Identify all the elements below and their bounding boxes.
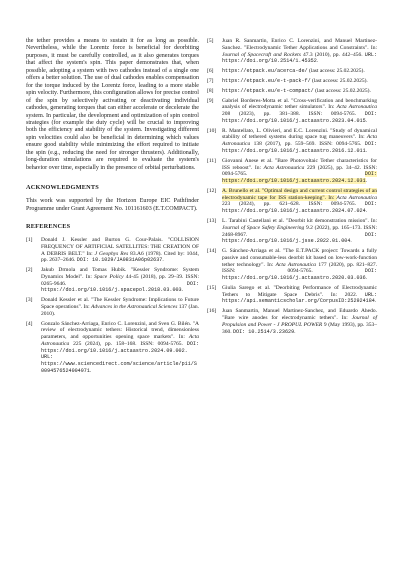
reference-link[interactable]: 10.1029/JA083iA06p02637: [92, 257, 163, 264]
reference-number: [4]: [26, 320, 33, 327]
reference-segment: Gabriel Borderes-Motta et al. "Cross-verification and benchmarking analysis of electrodynamic tether simulators". In:: [222, 97, 377, 111]
reference-item: [207, 88, 377, 95]
reference-segment: (last access: 25.02.2025).: [307, 68, 365, 75]
reference-list-left: [26, 237, 199, 375]
reference-text: [41, 267, 199, 294]
reference-text: [222, 78, 377, 85]
reference-link[interactable]: https://doi.org/10.1016/j.spacepol.2018.03.003: [41, 287, 182, 294]
reference-venue: Acta Astronautica: [263, 164, 305, 171]
reference-number: [11]: [207, 157, 216, 164]
reference-segment: 208 (2023), pp. 381–388. ISSN: 0094-5765.: [222, 111, 365, 118]
reference-text: [222, 68, 377, 75]
acknowledgments-heading: ACKNOWLEDGMENTS: [26, 184, 99, 192]
reference-number: [15]: [207, 284, 217, 291]
reference-link[interactable]: DOI:: [364, 201, 377, 208]
right-column: [207, 38, 377, 338]
reference-segment: Donald J. Kessler and Burton G. Cour-Palais. "COLLISION FREQUENCY OF ARTIFICIAL SATELLITES: THE CREATION OF A DEBRIS BELT." In:: [41, 237, 199, 257]
reference-link[interactable]: https://etpack.eu/acerca-de/: [222, 68, 308, 75]
reference-item: [26, 297, 199, 317]
reference-text: [41, 297, 199, 317]
reference-text: [222, 188, 377, 215]
references-heading: REFERENCES: [26, 223, 71, 231]
reference-number: [13]: [207, 218, 217, 224]
reference-venue: Journal of Spacecraft and Rockets: [222, 51, 301, 58]
reference-segment: Juan Sanmartin, Manuel Martinez-Sanchez, and Eduardo Ahedo. "Bare wire anodes for electrodynamic tethers". In:: [222, 308, 377, 322]
reference-link[interactable]: DOI:: [364, 268, 377, 275]
reference-link[interactable]: https://etpack.eu/e-t-compact/: [222, 87, 314, 94]
reference-segment: .: [365, 147, 368, 154]
reference-segment: .: [316, 58, 319, 65]
reference-segment: 9 (May 1993), pp. 353–360.: [222, 321, 377, 335]
reference-segment: 44-45 (2018), pp. 29–39. ISSN: 0265-9646.: [41, 273, 199, 287]
reference-venue: Acta Astronautica: [336, 104, 377, 111]
reference-segment: Jakub Drmola and Tomas Hubik. "Kessler Syndrome: System Dynamics Model". In:: [41, 267, 199, 280]
reference-segment: 225 (2024), pp. 158–168. ISSN: 0094-5765.: [69, 340, 187, 347]
reference-segment: .: [365, 117, 368, 124]
reference-segment: 223 (2024), pp. 621–628. ISSN: 0094-5765.: [222, 201, 365, 208]
reference-segment: .: [365, 275, 368, 282]
reference-item: [26, 237, 199, 264]
reference-venue: Advances in the Astronautical Sciences: [91, 304, 178, 310]
reference-link[interactable]: DOI:: [364, 111, 377, 118]
reference-item: [207, 68, 377, 75]
reference-link[interactable]: https://etpack.eu/e-t-pack-f/: [222, 77, 311, 84]
reference-number: [12]: [207, 187, 217, 194]
reference-venue: Acta Astronautica: [222, 134, 377, 148]
reference-link[interactable]: https://doi.org/10.1016/j.actaastro.2024.09.002: [41, 347, 185, 354]
reference-number: [2]: [26, 267, 33, 274]
reference-segment: 83.A6 (1978). Cited by: 1044, pp. 2637–2646.: [41, 250, 199, 264]
reference-segment: .: [365, 208, 368, 215]
reference-segment: 137 (Jan. 2010).: [41, 304, 199, 317]
conclusion-paragraph: the tether provides a means to sustain it for as long as possible. Nevertheless, while the Lorentz force is beneficial for deorbiting purposes, it must be carefully controlled, as it also generates torques that affect the system's spin. This paper demonstrates that, when possible, adopting a system with two cathodes instead of a single one offers a better solution. The use of dual cathodes enables compensation for the torque induced by the Lorentz force, leading to a more stable spin velocity. Furthermore, this configuration allows for precise control of the spin by selectively activating or deactivating individual cathodes, generating torques that can either accelerate or decelerate the system. In particular, the development and optimization of spin control strategies (for example the duty cycle) will be crucial to improving both the efficiency and stability of the system. Investigating different spin velocities could also be beneficial in determining which values ensure good stability while minimizing the effort required to initiate the spin (e.g., reducing the need for stronger thrusters). Additionally, long-duration simulations are required to evaluate the system's behavior over time, especially in the presence of orbital perturbations.: [26, 38, 199, 171]
reference-text: [222, 158, 377, 185]
reference-number: [6]: [207, 68, 214, 75]
reference-number: [5]: [207, 38, 214, 44]
reference-list-right: [207, 38, 377, 335]
reference-segment: .: [374, 298, 377, 305]
reference-link[interactable]: DOI:: [76, 257, 93, 264]
reference-text: [222, 88, 377, 95]
reference-segment: .: [89, 367, 92, 374]
reference-segment: Juan R. Sanmartin, Enrico C. Lorenzini, and Manuel Martinez-Sanchez. "Electrodynamic Tether Applications and Constraints". In:: [222, 38, 377, 51]
reference-link[interactable]: DOI:: [186, 280, 199, 287]
reference-link[interactable]: https://doi.org/10.1016/j.actaastro.2023.04.015: [222, 117, 366, 124]
reference-item: [207, 248, 377, 282]
reference-segment: Donald Kessler et al. "The Kessler Syndrome: Implications to Future Space operations". In:: [41, 297, 199, 310]
reference-segment: G. Sánchez-Arriaga et al. "The E.T.PACK project: Towards a fully passive and consumable-less deorbit kit based on low-work-function tether technology". In:: [222, 248, 377, 268]
reference-segment: 138 (2017), pp. 559–569. ISSN: 0094-5765.: [250, 141, 365, 148]
reference-number: [3]: [26, 297, 33, 304]
reference-segment: 47.3 (2010), pp. 442–456.: [300, 51, 365, 58]
reference-venue: Space Policy: [94, 273, 124, 280]
reference-segment: Gonzalo Sánchez-Arriaga, Enrico C. Lorenzini, and Sven G. Bilén. "A review of electrodynamic tethers: Historical trend, dimensionless parameters, and opportunities opening space markets". In:: [41, 320, 199, 341]
reference-item: [207, 128, 377, 155]
reference-venue: Acta Astronautica: [41, 334, 199, 347]
reference-segment: 177 (2020), pp. 821–827. ISSN: 0094-5765.: [222, 261, 377, 275]
reference-link[interactable]: https://doi.org/10.2514/1.45352: [222, 58, 317, 65]
reference-link[interactable]: https://doi.org/10.1016/j.actaastro.2020.03.036: [222, 275, 366, 282]
reference-number: [14]: [207, 248, 217, 255]
reference-venue: J Geophys Res: [94, 250, 129, 257]
reference-text: [41, 321, 199, 375]
reference-venue: Journal of Propulsion and Power - J PROPUL POWER: [222, 315, 377, 328]
reference-item: [26, 267, 199, 294]
acknowledgments-paragraph: This work was supported by the Horizon Europe EIC Pathfinder Programme under Grant Agreement No. 101161603 (E.T.COMPACT).: [26, 198, 199, 212]
reference-item: [207, 218, 377, 245]
reference-segment: 9.2 (2022), pp. 165–173. ISSN: 2468-8967.: [222, 224, 377, 238]
reference-segment: .: [181, 287, 183, 294]
reference-venue: Journal of Space Safety Engineering: [222, 224, 305, 231]
reference-item: [207, 158, 377, 185]
left-column: [26, 38, 199, 378]
reference-text: [222, 248, 377, 282]
reference-item: [207, 78, 377, 85]
reference-venue: Acta Astronautica: [275, 261, 317, 268]
reference-segment: Giovanni Anese et al. "Bare Photovoltaic Tether characteristics for ISS reboost". In:: [222, 157, 377, 171]
reference-link[interactable]: https://doi.org/10.1016/j.actaastro.2024.07.024: [222, 208, 366, 215]
reference-segment: Giulia Sarego et al. "Deorbiting Performance of Electrodynamic Tethers to Mitigate Space Debris". In: 2022.: [222, 284, 377, 298]
reference-item: [207, 38, 377, 65]
reference-item: [207, 285, 377, 305]
reference-link[interactable]: 10.2514/3.23629: [248, 328, 295, 335]
reference-segment: .: [162, 257, 164, 264]
reference-segment: L. Tarabini Castellani et al. "Deorbit kit demonstration mission". In:: [222, 218, 377, 224]
reference-link[interactable]: DOI: https://doi.org/10.1016/j.actaastro.2024.12.031: [222, 171, 377, 185]
reference-number: [8]: [207, 87, 214, 94]
reference-link[interactable]: https://www.sciencedirect.com/science/article/pii/S0094576524004971: [41, 361, 197, 374]
reference-item: [207, 308, 377, 335]
reference-link[interactable]: . URL:: [41, 347, 188, 361]
reference-number: [16]: [207, 308, 217, 315]
reference-text: [222, 98, 377, 125]
reference-segment: 229 (2025), pp. 34–42. ISSN: 0094-5765.: [222, 164, 378, 178]
reference-link[interactable]: DOI:: [186, 340, 199, 347]
reference-link[interactable]: https://doi.org/10.1016/j.actaastro.2016.12.011: [222, 147, 366, 154]
reference-segment: .: [365, 178, 368, 185]
reference-text: [222, 308, 377, 335]
reference-text: [222, 285, 377, 305]
reference-link[interactable]: DOI:: [233, 328, 249, 335]
reference-item: [207, 188, 377, 215]
reference-link[interactable]: https://doi.org/10.1016/j.jsse.2022.01.004: [222, 238, 351, 245]
reference-number: [10]: [207, 127, 217, 134]
reference-segment: A. Brunello et al. "Optimal design and current control strategies of an electrodynamic tape for ISS station-keeping". In:: [222, 187, 377, 201]
reference-segment: (last access: 25.02.2025).: [310, 77, 368, 84]
reference-text: [222, 128, 377, 155]
reference-number: [1]: [26, 237, 33, 244]
reference-link[interactable]: DOI:: [364, 141, 377, 148]
reference-item: [26, 321, 199, 375]
reference-number: [7]: [207, 77, 214, 84]
reference-segment: (last access: 25.02.2025).: [313, 87, 371, 94]
reference-text: [222, 38, 377, 65]
reference-venue: Acta Astronautica: [336, 194, 377, 201]
reference-segment: .: [294, 328, 296, 335]
reference-text: [41, 237, 199, 264]
reference-link[interactable]: URL: https://api.semanticscholar.org/CorpusID:252924184: [222, 291, 377, 305]
reference-link[interactable]: DOI:: [364, 231, 377, 238]
reference-segment: .: [350, 238, 352, 245]
reference-link[interactable]: URL:: [364, 51, 377, 58]
reference-number: [9]: [207, 97, 214, 104]
reference-text: [222, 218, 377, 245]
reference-item: [207, 98, 377, 125]
reference-segment: R. Mantellato, L. Olivieri, and E.C. Lorenzini. "Study of dynamical stability of tethered systems during space tug maneuvers". In:: [222, 127, 377, 141]
